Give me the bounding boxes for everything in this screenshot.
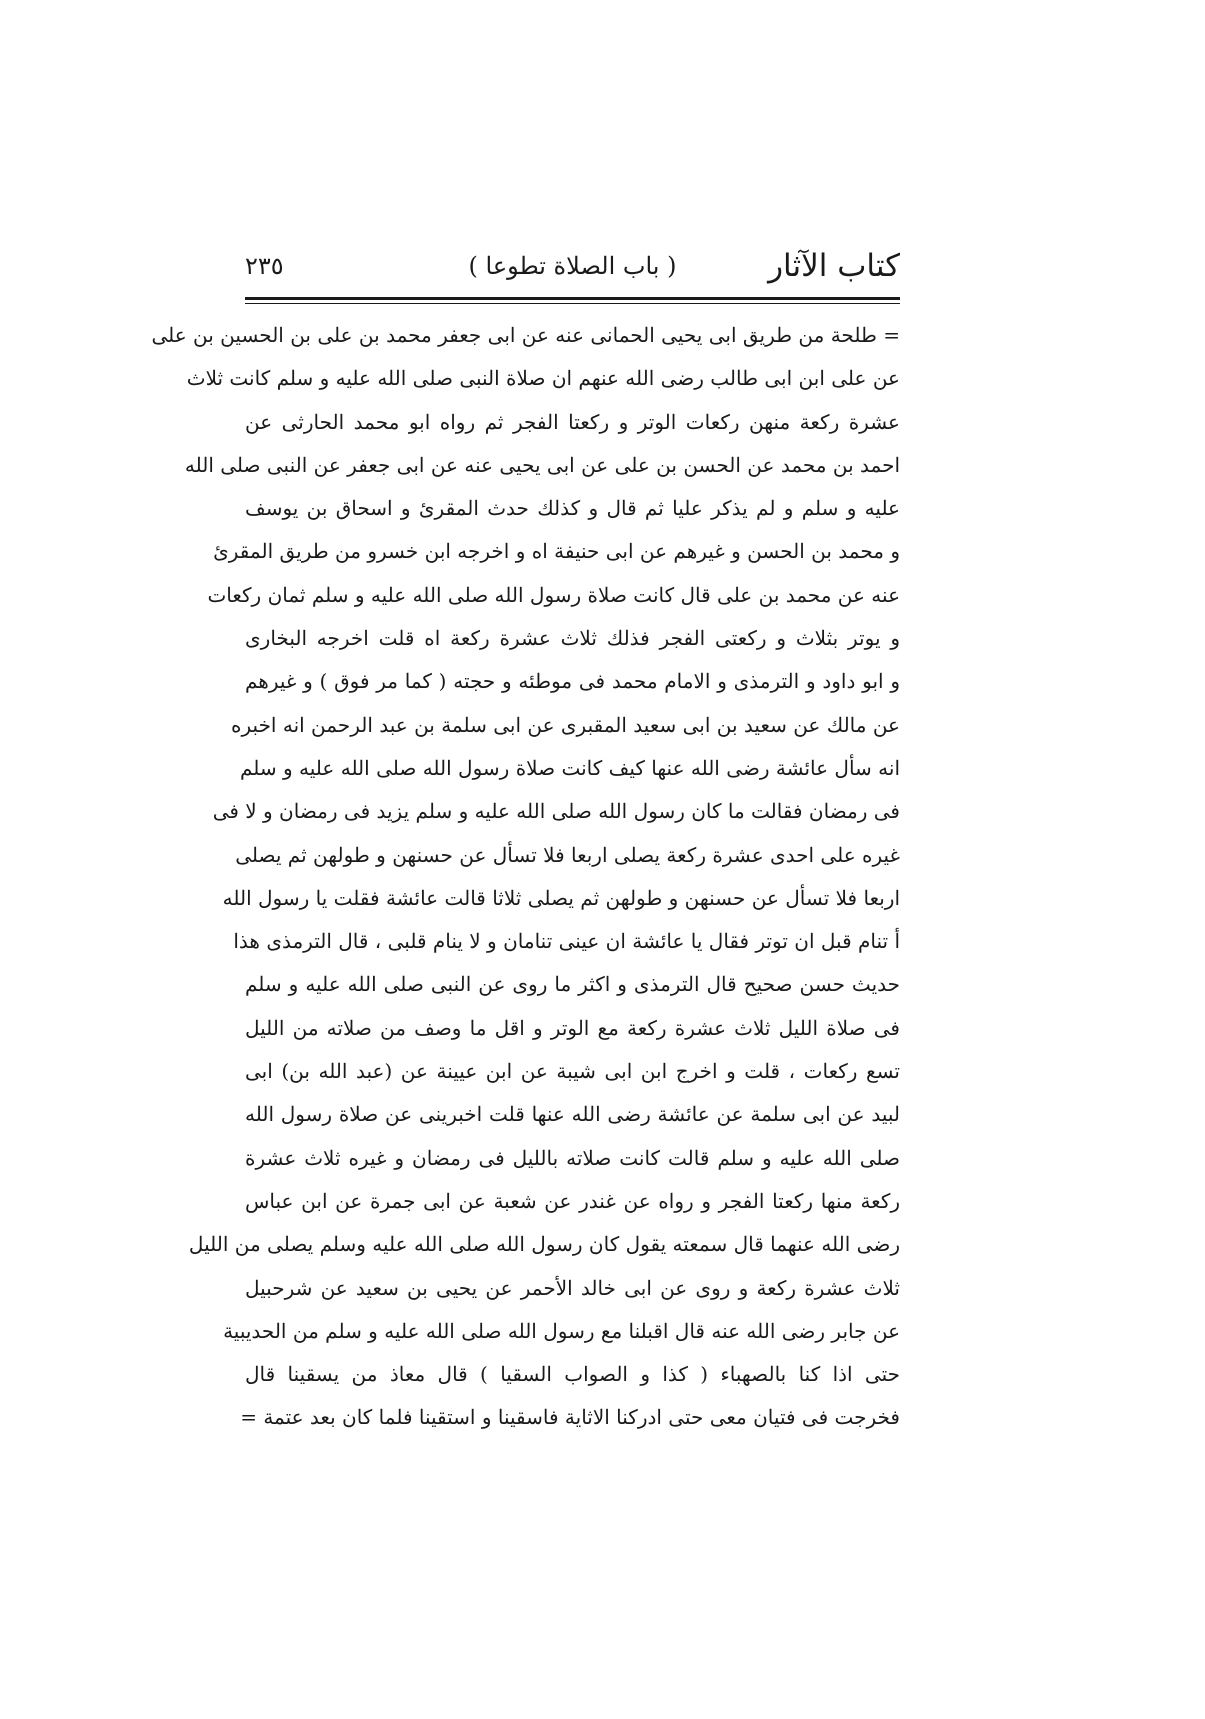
text-line: فی رمضان فقالت ما كان رسول الله صلی الله عليه و سلم يزيد فی رمضان و لا فی — [212, 799, 900, 824]
text-line: أ تنام قبل ان توتر فقال يا عائشة ان عينی تنامان و لا ينام قلبی ، قال الترمذی هذا — [233, 929, 900, 954]
text-line: ثلاث عشرة ركعة و روی عن ابی خالد الأحمر عن يحيی بن سعيد عن شرحبيل — [245, 1275, 900, 1300]
text-line: عن مالك عن سعيد بن ابی سعيد المقبری عن ابی سلمة بن عبد الرحمن انه اخبره — [231, 712, 900, 737]
text-line: و محمد بن الحسن و غيرهم عن ابی حنيفة اه و اخرجه ابن خسرو من طريق المقرئ — [213, 539, 900, 564]
text-line: = طلحة من طريق ابی يحيی الحمانی عنه عن ابی جعفر محمد بن علی بن الحسين بن علی — [151, 323, 900, 347]
text-line: عن علی ابن ابی طالب رضی الله عنهم ان صلاة النبی صلی الله عليه و سلم كانت ثلاث — [186, 366, 900, 391]
text-line: صلی الله عليه و سلم قالت كانت صلاته بالليل فی رمضان و غيره ثلاث عشرة — [245, 1145, 900, 1170]
text-line: فی صلاة الليل ثلاث عشرة ركعة مع الوتر و اقل ما وصف من صلاته من الليل — [245, 1015, 900, 1040]
text-line: و ابو داود و الترمذی و الامام محمد فی موطئه و حجته ( كما مر فوق ) و غيرهم — [245, 669, 900, 694]
text-line: تسع ركعات ، قلت و اخرج ابن ابی شيبة عن ابن عيينة عن (عبد الله بن) ابی — [245, 1059, 900, 1084]
text-line: فخرجت فی فتيان معی حتی ادركنا الاثاية فاسقينا و استقينا فلما كان بعد عتمة = — [240, 1405, 900, 1430]
text-line: عنه عن محمد بن علی قال كانت صلاة رسول الله صلی الله عليه و سلم ثمان ركعات — [207, 582, 900, 607]
page-number: ٢٣٥ — [245, 252, 284, 280]
text-line: عليه و سلم و لم يذكر عليا ثم قال و كذلك حدث المقرئ و اسحاق بن يوسف — [245, 496, 900, 521]
text-line: عن جابر رضی الله عنه قال اقبلنا مع رسول الله صلی الله عليه و سلم من الحديبية — [223, 1318, 900, 1343]
header-rule-thick — [245, 297, 900, 300]
text-line: غيره علی احدی عشرة ركعة يصلی اربعا فلا تسأل عن حسنهن و طولهن ثم يصلی — [235, 842, 900, 867]
body-text — [151, 314, 900, 1440]
text-line: و يوتر بثلاث و ركعتی الفجر فذلك ثلاث عشرة ركعة اه قلت اخرجه البخاری — [245, 626, 900, 651]
text-line: عشرة ركعة منهن ركعات الوتر و ركعتا الفجر ثم رواه ابو محمد الحارثی عن — [245, 409, 900, 434]
header-rule-thin — [245, 303, 900, 304]
text-line: اربعا فلا تسأل عن حسنهن و طولهن ثم يصلی ثلاثا قالت عائشة فقلت يا رسول الله — [222, 885, 900, 910]
chapter-title: ( باب الصلاة تطوعا ) — [468, 252, 677, 280]
text-line: رضی الله عنهما قال سمعته يقول كان رسول الله صلی الله عليه وسلم يصلی من الليل — [188, 1232, 900, 1257]
text-line: حتی اذا كنا بالصهباء ( كذا و الصواب السقيا ) قال معاذ من يسقينا قال — [245, 1362, 900, 1387]
text-line: ركعة منها ركعتا الفجر و رواه عن غندر عن شعبة عن ابی جمرة عن ابن عباس — [245, 1188, 900, 1213]
text-line: انه سأل عائشة رضی الله عنها كيف كانت صلاة رسول الله صلی الله عليه و سلم — [239, 755, 900, 780]
text-line: احمد بن محمد عن الحسن بن علی عن ابی يحيی عنه عن ابی جعفر عن النبی صلی الله — [184, 452, 900, 477]
text-line: لبيد عن ابی سلمة عن عائشة رضی الله عنها قلت اخبرينی عن صلاة رسول الله — [245, 1102, 900, 1127]
book-title: كتاب الآثار — [768, 248, 900, 284]
running-header — [245, 238, 900, 298]
text-line: حديث حسن صحيح قال الترمذی و اكثر ما روی عن النبی صلی الله عليه و سلم — [245, 972, 900, 997]
